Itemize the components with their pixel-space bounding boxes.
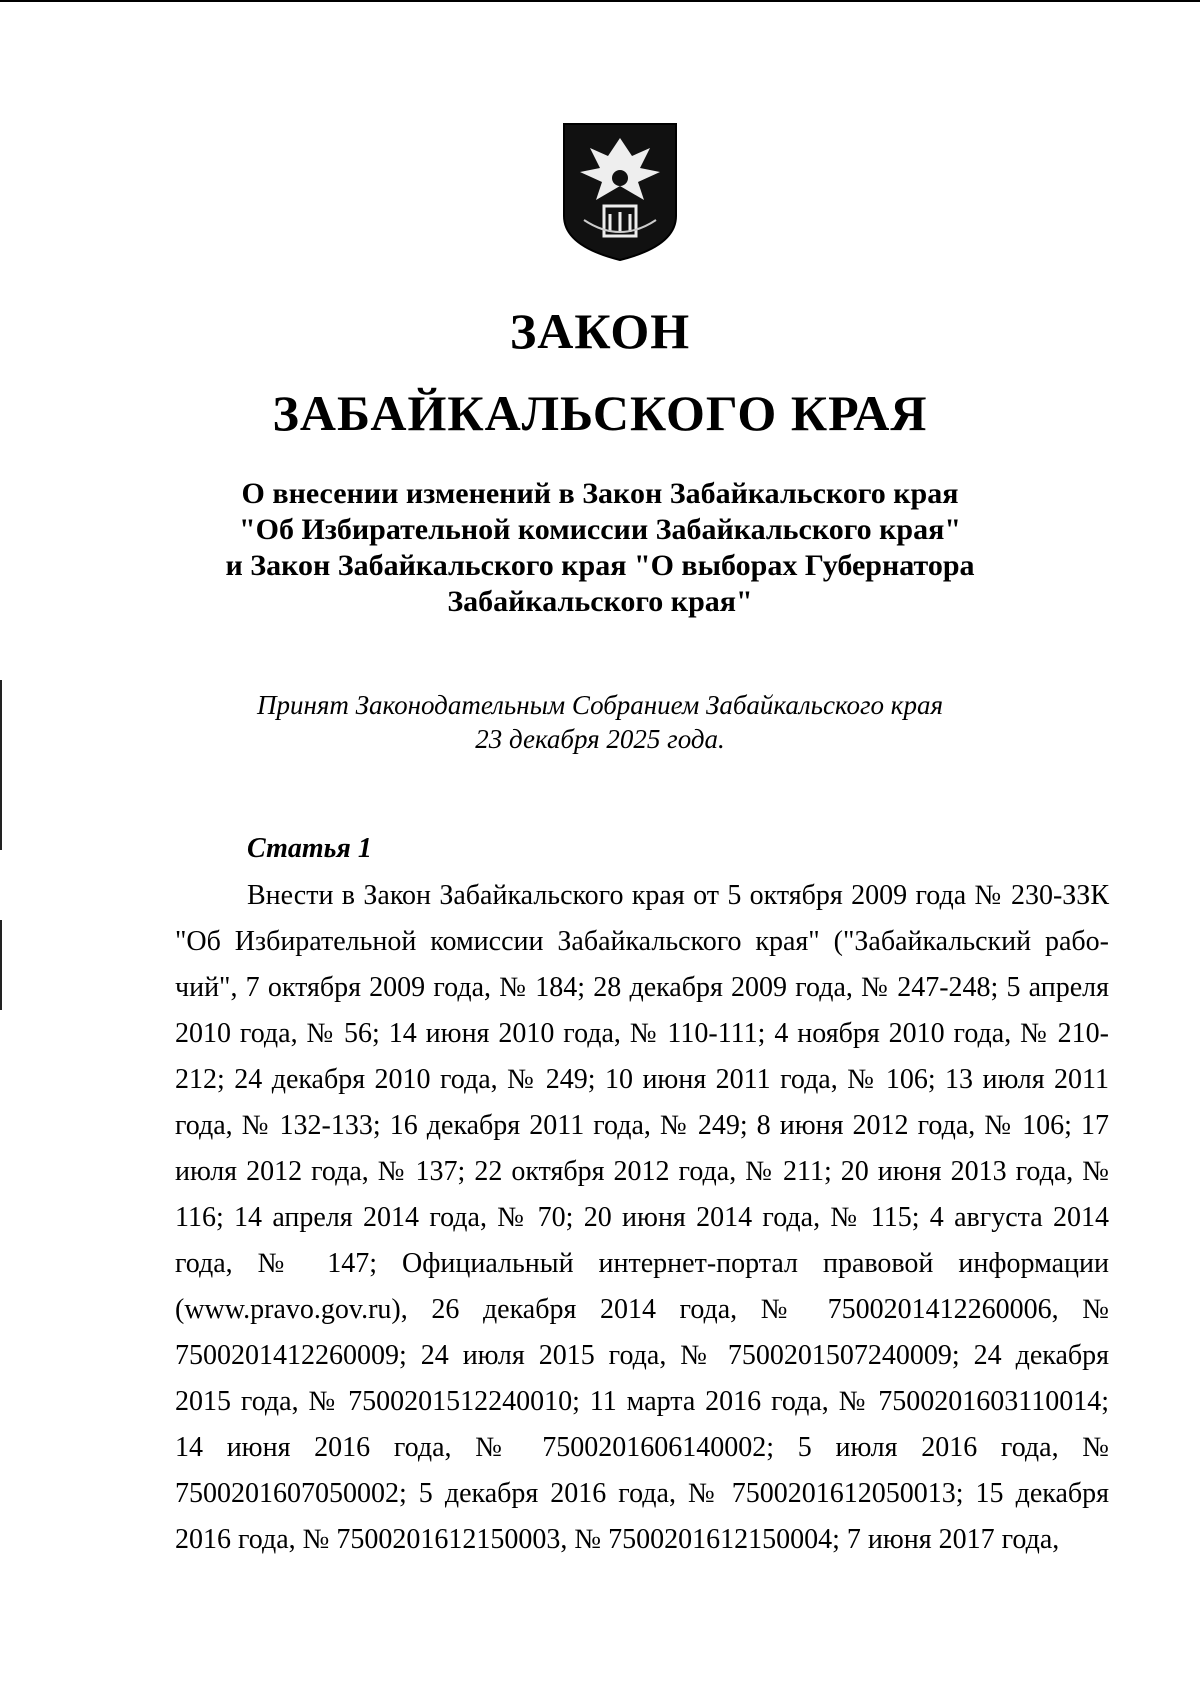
- subtitle-line: "Об Избирательной комиссии Забайкальского края": [239, 513, 961, 546]
- document-region-title: ЗАБАЙКАЛЬСКОГО КРАЯ: [272, 385, 928, 441]
- subtitle-line: Забайкальского края": [447, 585, 753, 618]
- scan-margin-mark: [0, 680, 2, 850]
- document-subtitle: [140, 476, 1060, 620]
- adoption-note: [140, 688, 1060, 756]
- article-body-text: Внести в Закон Забайкальского края от 5 октября 2009 года № 230-ЗЗК "Об Избирательной комиссии Забайкальского края" ("Забайкальский рабочий", 7 октября 2009 года, № 184; 28 декабря 2009 года, № 247-248; 5 апреля 2010 года, № 56; 14 июня 2010 года, № 110-111; 4 ноября 2010 года, № 210-212; 24 декабря 2010 года, № 249; 10 июня 2011 года, № 106; 13 июля 2011 года, № 132-133; 16 декабря 2011 года, № 249; 8 июня 2012 года, № 106; 17 июля 2012 года, № 137; 22 октября 2012 года, № 211; 20 июня 2013 года, № 116; 14 апреля 2014 года, № 70; 20 июня 2014 года, № 115; 4 августа 2014 года, № 147; Официальный интернет-портал правовой информации (www.pravo.gov.ru), 26 декабря 2014 года, № 7500201412260006, № 7500201412260009; 24 июля 2015 года, № 7500201507240009; 24 декабря 2015 года, № 7500201512240010; 11 марта 2016 года, № 7500201603110014; 14 июня 2016 года, № 7500201606140002; 5 июля 2016 года, № 7500201607050002; 5 декабря 2016 года, № 7500201612050013; 15 декабря 2016 года, № 7500201612150003, № 7500201612150004; 7 июня 2017 года,: [175, 880, 1109, 1555]
- coat-of-arms-emblem: [560, 120, 680, 262]
- adoption-line: Принят Законодательным Собранием Забайкальского края: [256, 690, 943, 720]
- coat-of-arms-icon: [560, 120, 680, 262]
- subtitle-line: и Закон Забайкальского края "О выборах Губернатора: [225, 549, 975, 582]
- scan-border-line: [0, 0, 1200, 2]
- subtitle-line: О внесении изменений в Закон Забайкальского края: [241, 477, 959, 510]
- article-heading: Статья 1: [247, 833, 372, 864]
- adoption-date: 23 декабря 2025 года.: [475, 724, 725, 754]
- document-title: ЗАКОН: [509, 303, 691, 359]
- scan-margin-mark: [0, 920, 2, 1010]
